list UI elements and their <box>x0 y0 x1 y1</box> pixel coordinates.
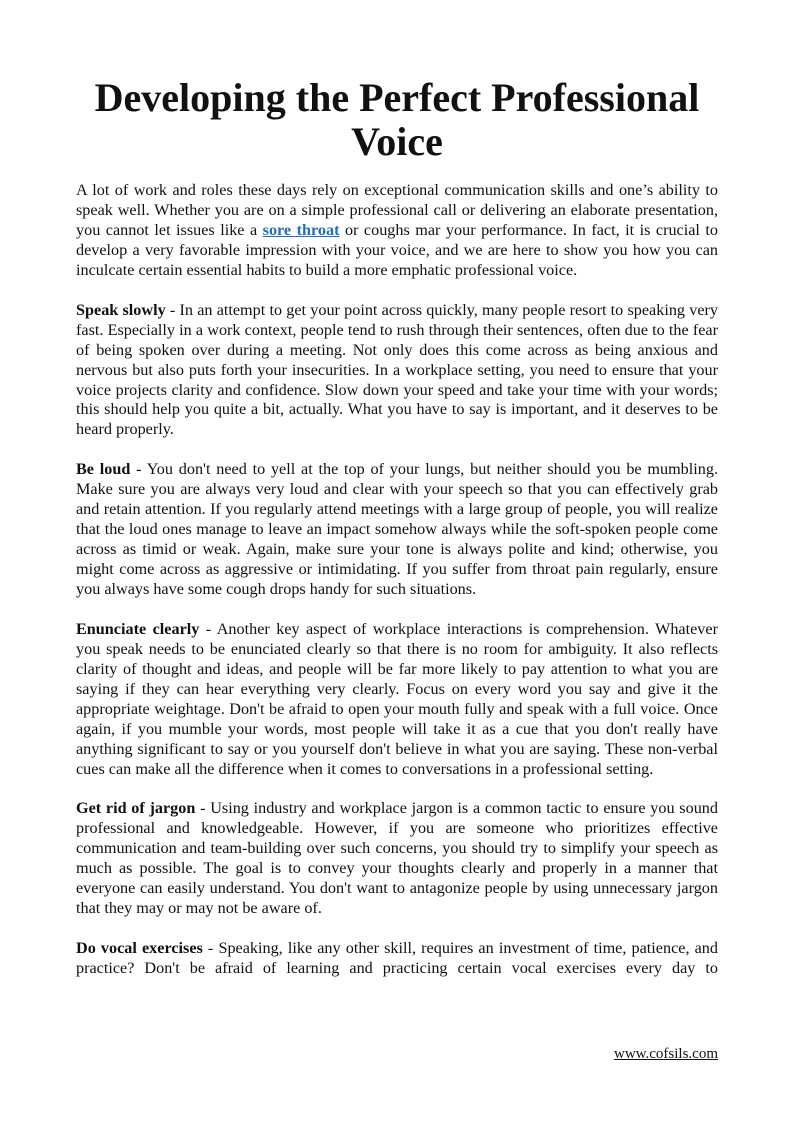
section-heading: Get rid of jargon <box>76 799 196 818</box>
page-title: Developing the Perfect Professional Voice <box>94 75 700 164</box>
footer-website-link[interactable]: www.cofsils.com <box>613 1046 718 1062</box>
document-body <box>76 181 718 999</box>
section-do-vocal-exercises: Do vocal exercises - Speaking, like any other skill, requires an investment of time, patience, and practice? Don't be afraid of learning and practicing certain vocal exercises every day to <box>76 939 718 978</box>
section-heading: Do vocal exercises <box>76 939 203 958</box>
section-heading: Be loud <box>76 460 131 479</box>
section-heading: Speak slowly <box>76 300 166 319</box>
section-speak-slowly: Speak slowly - In an attempt to get your point across quickly, many people resort to speaking very fast. Especially in a work context, people tend to rush through their sentences, often due to the fear of being spoken over during a meeting. Not only does this come across as being anxious and nervous but also puts forth your insecurities. In a workplace setting, you need to ensure that your voice projects clarity and confidence. Slow down your speed and take your time with your words; this should help you quite a bit, actually. What you have to say is important, and it deserves to be heard properly. <box>76 300 718 439</box>
sore-throat-link[interactable]: sore throat <box>262 220 340 239</box>
section-get-rid-of-jargon: Get rid of jargon - Using industry and workplace jargon is a common tactic to ensure you sound professional and knowledgeable. However, if you are someone who prioritizes effective communication and team-building over such concerns, you should try to simplify your speech as much as possible. The goal is to convey your thoughts clearly and properly in a manner that everyone can easily understand. You don't want to antagonize people by using unnecessary jargon that they may or may not be aware of. <box>76 799 718 918</box>
intro-paragraph: A lot of work and roles these days rely on exceptional communication skills and one’s ability to speak well. Whether you are on a simple professional call or delivering an elaborate presentation, you cannot let issues like a sore throat or coughs mar your performance. In fact, it is crucial to develop a very favorable impression with your voice, and we are here to show you how you can inculcate certain essential habits to build a more emphatic professional voice. <box>76 181 718 279</box>
section-be-loud: Be loud - You don't need to yell at the top of your lungs, but neither should you be mumbling. Make sure you are always very loud and clear with your speech so that you can effectively grab and retain attention. If you regularly attend meetings with a large group of people, you will realize that the loud ones manage to leave an impact somehow always while the soft-spoken people come across as timid or weak. Again, make sure your tone is always polite and kind; otherwise, you might come across as aggressive or intimidating. If you suffer from throat pain regularly, ensure you always have some cough drops handy for such situations. <box>76 460 718 599</box>
section-heading: Enunciate clearly <box>76 619 200 638</box>
section-enunciate-clearly: Enunciate clearly - Another key aspect of workplace interactions is comprehension. Whatever you speak needs to be enunciated clearly so that there is no room for ambiguity. It also reflects clarity of thought and ideas, and people will be far more likely to pay attention to what you are saying if they can hear everything very clearly. Focus on every word you say and give it the appropriate weightage. Don't be afraid to open your mouth fully and speak with a full voice. Once again, if you mumble your words, most people will take it as a cue that you don't really have anything significant to say or you yourself don't believe in what you are saying. These non-verbal cues can make all the difference when it comes to conversations in a professional setting. <box>76 619 718 778</box>
